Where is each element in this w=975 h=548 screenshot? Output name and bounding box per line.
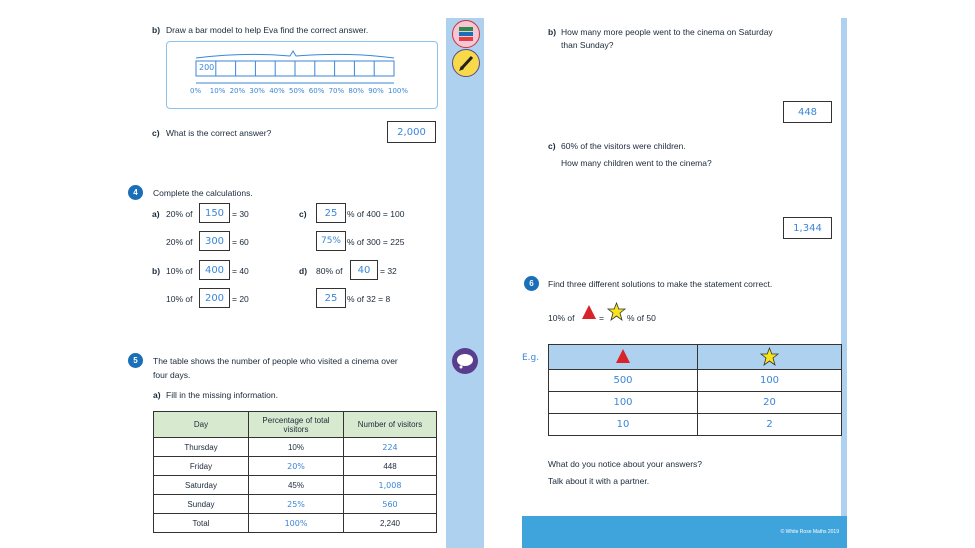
bar-percent-label: 90%	[368, 87, 384, 95]
q4-right4-post: % of 32 = 8	[347, 294, 391, 304]
pencil-icon	[452, 49, 480, 77]
q-b-label: b)	[152, 25, 161, 35]
r-c-text2: How many children went to the cinema?	[561, 158, 712, 168]
header-triangle	[549, 345, 698, 370]
bar-percent-label: 20%	[229, 87, 246, 95]
thinking-cloud-icon	[452, 348, 478, 374]
cell-day: Sunday	[154, 495, 249, 514]
q4-a-label: a)	[152, 209, 160, 219]
table-row	[549, 392, 842, 414]
q4-right1-answer[interactable]: 25	[316, 203, 346, 223]
q6-question2: Talk about it with a partner.	[548, 476, 650, 486]
q4-right2-answer[interactable]: 75%	[316, 231, 346, 251]
bar-percent-label: 10%	[209, 87, 226, 95]
cell-percentage: 10%	[249, 438, 344, 457]
solutions-table	[548, 344, 842, 436]
bar-percent-label: 50%	[289, 87, 305, 95]
cell-visitors[interactable]: 560	[344, 495, 437, 514]
q-c-label: c)	[152, 128, 160, 138]
bar-percent-label: 70%	[328, 87, 345, 95]
q4-right4-answer[interactable]: 25	[316, 288, 346, 308]
cell-day: Friday	[154, 457, 249, 476]
q6-question1: What do you notice about your answers?	[548, 459, 703, 469]
q4-row3-pre: 10% of	[166, 266, 193, 276]
r-c-text1: 60% of the visitors were children.	[561, 141, 686, 151]
q6-stmt-post: % of 50	[627, 313, 656, 323]
r-c-answer-box[interactable]: 1,344	[783, 217, 832, 239]
cell-star[interactable]: 100	[698, 370, 842, 392]
q-b-text: Draw a bar model to help Eva find the correct answer.	[166, 25, 369, 35]
table-row	[549, 370, 842, 392]
cell-day: Total	[154, 514, 249, 533]
cell-triangle[interactable]: 500	[549, 370, 698, 392]
table-row	[154, 438, 437, 457]
star-icon	[760, 347, 779, 366]
q4-right3-pre: 80% of	[316, 266, 343, 276]
cell-visitors[interactable]: 224	[344, 438, 437, 457]
table-row	[154, 476, 437, 495]
center-gutter	[446, 18, 484, 548]
table-row	[154, 514, 437, 533]
q4-row2-answer[interactable]: 300	[199, 231, 230, 251]
cell-percentage[interactable]: 25%	[249, 495, 344, 514]
q4-b-label: b)	[152, 266, 161, 276]
q4-row4-post: = 20	[232, 294, 249, 304]
q4-right3-post: = 32	[380, 266, 397, 276]
q5-text2: four days.	[153, 370, 191, 380]
r-b-text1: How many more people went to the cinema on Saturday	[561, 27, 773, 37]
table-row	[154, 495, 437, 514]
bar-percent-label: 80%	[348, 87, 364, 95]
q6-number: 6	[524, 276, 539, 291]
bar-percent-label: 60%	[308, 87, 325, 95]
cell-star[interactable]: 2	[698, 414, 842, 436]
q6-stmt-pre: 10% of	[548, 313, 575, 323]
page-footer	[522, 516, 847, 548]
table-row	[549, 414, 842, 436]
q-c-answer-box[interactable]: 2,000	[387, 121, 436, 143]
cell-visitors[interactable]: 1,008	[344, 476, 437, 495]
star-icon	[607, 302, 626, 321]
cell-triangle[interactable]: 10	[549, 414, 698, 436]
tools-icon	[452, 20, 480, 48]
q5-a-text: Fill in the missing information.	[166, 390, 278, 400]
q4-row4-pre: 10% of	[166, 294, 193, 304]
r-c-label: c)	[548, 141, 556, 151]
q4-right1-post: % of 400 = 100	[347, 209, 405, 219]
bar-percent-label: 0%	[190, 87, 202, 95]
cell-percentage[interactable]: 20%	[249, 457, 344, 476]
bar-first-cell: 200	[199, 63, 215, 72]
cell-visitors: 448	[344, 457, 437, 476]
bar-percent-label: 30%	[249, 87, 265, 95]
q-c-text: What is the correct answer?	[166, 128, 272, 138]
q4-row3-post: = 40	[232, 266, 249, 276]
q6-title: Find three different solutions to make the statement correct.	[548, 279, 773, 289]
cell-day: Saturday	[154, 476, 249, 495]
triangle-icon	[615, 348, 631, 364]
bar-percent-label: 100%	[388, 87, 409, 95]
cell-day: Thursday	[154, 438, 249, 457]
q4-row2-pre: 20% of	[166, 237, 193, 247]
q6-eg-label: E.g.	[522, 353, 540, 363]
q4-title: Complete the calculations.	[153, 188, 253, 198]
bar-percent-label: 40%	[269, 87, 285, 95]
q4-right3-answer[interactable]: 40	[350, 260, 378, 280]
header-star	[698, 345, 842, 370]
q5-number: 5	[128, 353, 143, 368]
table-row	[154, 457, 437, 476]
q4-right2-post: % of 300 = 225	[347, 237, 405, 247]
q5-a-label: a)	[153, 390, 161, 400]
q4-number: 4	[128, 185, 143, 200]
col-day: Day	[154, 412, 249, 438]
cell-visitors: 2,240	[344, 514, 437, 533]
col-visitors: Number of visitors	[344, 412, 437, 438]
r-b-text2: than Sunday?	[561, 40, 614, 50]
q4-row1-answer[interactable]: 150	[199, 203, 230, 223]
r-b-label: b)	[548, 27, 557, 37]
q4-row3-answer[interactable]: 400	[199, 260, 230, 280]
q6-stmt-mid: =	[599, 313, 604, 323]
q5-text1: The table shows the number of people who visited a cinema over	[153, 356, 398, 366]
cell-triangle[interactable]: 100	[549, 392, 698, 414]
cinema-table	[153, 411, 437, 533]
triangle-icon	[581, 304, 597, 320]
cell-percentage[interactable]: 100%	[249, 514, 344, 533]
right-edge-strip	[841, 18, 847, 518]
q4-c-label: c)	[299, 209, 307, 219]
footer-copyright: © White Rose Maths 2019	[780, 529, 839, 535]
cell-star[interactable]: 20	[698, 392, 842, 414]
q4-row4-answer[interactable]: 200	[199, 288, 230, 308]
col-percentage: Percentage of total visitors	[249, 412, 344, 438]
q4-row2-post: = 60	[232, 237, 249, 247]
q4-d-label: d)	[299, 266, 308, 276]
cell-percentage: 45%	[249, 476, 344, 495]
q4-row1-pre: 20% of	[166, 209, 193, 219]
q4-row1-post: = 30	[232, 209, 249, 219]
r-b-answer-box[interactable]: 448	[783, 101, 832, 123]
